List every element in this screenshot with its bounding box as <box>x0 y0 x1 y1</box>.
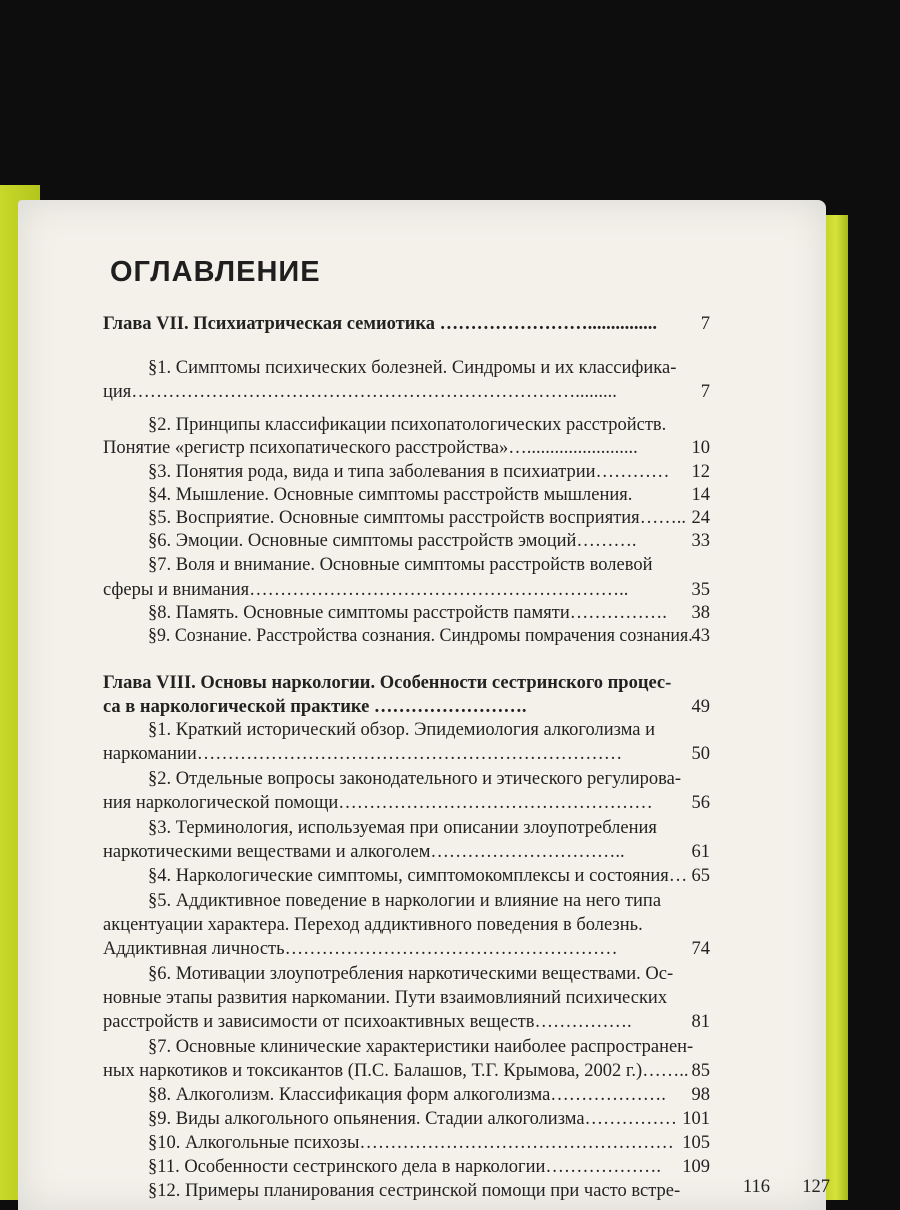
toc-page-number: 12 <box>691 462 710 482</box>
toc-line: §7. Основные клинические характеристики наиболее распространен- <box>148 1037 694 1057</box>
toc-page-number: 14 <box>691 485 710 505</box>
toc-line: новные этапы развития наркомании. Пути взаимовлияний психических <box>103 988 668 1008</box>
toc-page-number: 10 <box>691 438 710 458</box>
toc-line: §12. Примеры планирования сестринской помощи при часто встре- <box>148 1181 681 1201</box>
toc-chapter-8-cont: са в наркологической практике ……………………. <box>103 697 527 717</box>
toc-page-number: 65 <box>691 866 710 886</box>
toc-line: §4. Мышление. Основные симптомы расстройств мышления. <box>148 485 633 505</box>
toc-line: §9. Виды алкогольного опьянения. Стадии алкоголизма…………… <box>148 1109 678 1129</box>
toc-line: расстройств и зависимости от психоактивных веществ……………. <box>103 1012 632 1032</box>
toc-page-number: 109 <box>682 1157 710 1177</box>
toc-page-number: 61 <box>691 842 710 862</box>
toc-page-number: 116 <box>742 1177 770 1197</box>
toc-line: §6. Эмоции. Основные симптомы расстройств эмоций………. <box>148 531 637 551</box>
toc-page-number: 74 <box>691 939 710 959</box>
toc-page-number: 81 <box>691 1012 710 1032</box>
toc-page-number: 127 <box>802 1177 830 1197</box>
toc-page-number: 7 <box>700 382 710 402</box>
toc-line: §1. Симптомы психических болезней. Синдромы и их классифика- <box>148 358 677 378</box>
toc-page-number: 56 <box>691 793 710 813</box>
toc-line: §3. Терминология, используемая при описании злоупотребления <box>148 818 657 838</box>
toc-line: §6. Мотивации злоупотребления наркотическими веществами. Ос- <box>148 964 674 984</box>
toc-line: §8. Память. Основные симптомы расстройств памяти……………. <box>148 603 667 623</box>
toc-page-number: 35 <box>691 580 710 600</box>
toc-line: §10. Алкогольные психозы…………………………………………… <box>148 1133 674 1153</box>
toc-page-number: 49 <box>691 697 710 717</box>
toc-line: §1. Краткий исторический обзор. Эпидемиология алкоголизма и <box>148 720 656 740</box>
toc-line: акцентуации характера. Переход аддиктивного поведения в болезнь. <box>103 915 643 935</box>
toc-page-number: 7 <box>700 314 710 334</box>
toc-line: §5. Восприятие. Основные симптомы расстройств восприятия…….. <box>148 508 686 528</box>
toc-page-number: 38 <box>691 603 710 623</box>
toc-line: §3. Понятия рода, вида и типа заболевания в психиатрии………… <box>148 462 670 482</box>
toc-line: §8. Алкоголизм. Классификация форм алкоголизма………………. <box>148 1085 666 1105</box>
toc-line: сферы и внимания…………………………………………………….. <box>103 580 629 600</box>
toc-line: ния наркологической помощи…………………………………………… <box>103 793 653 813</box>
toc-page-number: 43 <box>691 626 710 646</box>
toc-line: §9. Сознание. Расстройства сознания. Синдромы помрачения сознания. <box>148 626 693 646</box>
toc-line: Аддиктивная личность……………………………………………… <box>103 939 618 959</box>
toc-line: ция………………………………………………………………......... <box>103 382 617 402</box>
toc-page-number: 33 <box>691 531 710 551</box>
toc-line: наркотическими веществами и алкоголем………………………….. <box>103 842 625 862</box>
toc-line: ных наркотиков и токсикантов (П.С. Балашов, Т.Г. Крымова, 2002 г.)…….. <box>103 1061 689 1081</box>
toc-page-number: 101 <box>682 1109 710 1129</box>
toc-line: §7. Воля и внимание. Основные симптомы расстройств волевой <box>148 555 653 575</box>
toc-chapter-7: Глава VII. Психиатрическая семиотика ……………………............... <box>103 314 658 334</box>
toc-page-number: 98 <box>691 1085 710 1105</box>
toc-line: §5. Аддиктивное поведение в наркологии и влияние на него типа <box>148 891 662 911</box>
toc-line: §11. Особенности сестринского дела в наркологии………………. <box>148 1157 662 1177</box>
toc-chapter-8: Глава VIII. Основы наркологии. Особенности сестринского процес- <box>103 673 672 693</box>
toc-page-number: 85 <box>691 1061 710 1081</box>
toc-page-number: 105 <box>682 1133 710 1153</box>
toc-line: §4. Наркологические симптомы, симптомокомплексы и состояния… <box>148 866 688 886</box>
toc-line: наркомании…………………………………………………………… <box>103 744 623 764</box>
page-title: ОГЛАВЛЕНИЕ <box>110 256 321 288</box>
toc-line: §2. Принципы классификации психопатологических расстройств. <box>148 415 667 435</box>
toc-line: §2. Отдельные вопросы законодательного и этического регулирова- <box>148 769 682 789</box>
toc-page-number: 24 <box>691 508 710 528</box>
toc-page-number: 50 <box>691 744 710 764</box>
toc-line: Понятие «регистр психопатического расстройства»…........................ <box>103 438 638 458</box>
